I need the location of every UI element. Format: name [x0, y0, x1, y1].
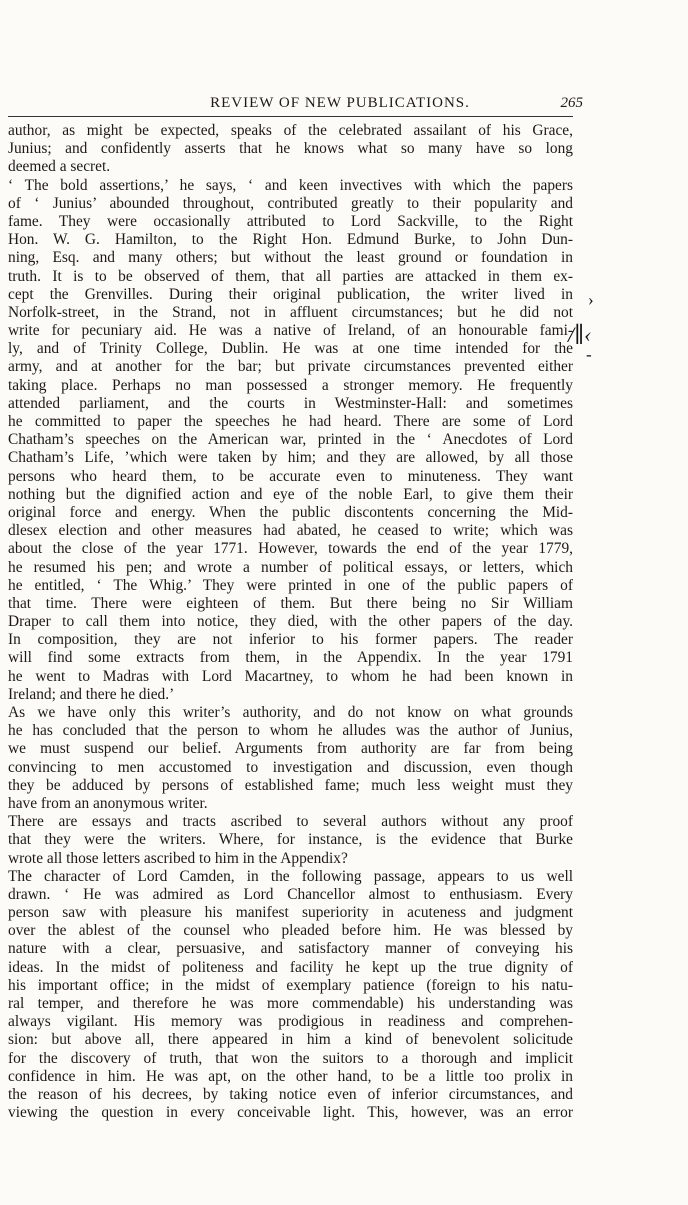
text-line: ral temper, and therefore he was more commendable) his understanding was: [8, 995, 573, 1012]
text-line: The character of Lord Camden, in the following passage, appears to us well: [8, 867, 573, 885]
text-line: Ireland; and there he died.’: [8, 685, 175, 703]
margin-annotation: -: [586, 345, 592, 364]
margin-annotation: /∥‹: [568, 322, 592, 347]
text-line: Norfolk-street, in the Strand, not in affluent circumstances; but he did not: [8, 303, 573, 321]
text-line: army, and at another for the bar; but private circumstances prevented either: [8, 358, 573, 376]
text-line: person saw with pleasure his manifest superiority in acuteness and judgment: [8, 904, 573, 922]
text-line: wrote all those letters ascribed to him in the Appendix?: [8, 849, 348, 867]
text-line: Chatham’s Life, ’which were taken by him; and they are allowed, by all those: [8, 449, 573, 467]
text-line: we must suspend our belief. Arguments from authority are far from being: [8, 740, 573, 758]
text-line: ly, and of Trinity College, Dublin. He was at one time intended for the: [8, 340, 573, 358]
text-line: have from an anonymous writer.: [8, 794, 208, 812]
text-line: Junius; and confidently asserts that he knows what so many have so long: [8, 140, 573, 158]
running-header-title: REVIEW OF NEW PUBLICATIONS.: [210, 95, 470, 111]
text-line: drawn. ‘ He was admired as Lord Chancellor almost to enthusiasm. Every: [8, 885, 573, 903]
text-line: that they were the writers. Where, for instance, is the evidence that Burke: [8, 831, 573, 849]
text-line: confidence in him. He was apt, on the other hand, to be a little too prolix in: [8, 1067, 573, 1085]
text-line: ideas. In the midst of politeness and facility he kept up the true dignity of: [8, 958, 573, 976]
text-line: that time. There were eighteen of them. But there being no Sir William: [8, 594, 573, 612]
text-line: nothing but the dignified action and eye of the noble Earl, to give them their: [8, 485, 573, 503]
text-line: ‘ The bold assertions,’ he says, ‘ and keen invectives with which the papers: [8, 176, 573, 194]
text-line: he has concluded that the person to whom he alludes was the author of Junius,: [8, 722, 573, 740]
text-line: persons who heard them, to be accurate even to minuteness. They want: [8, 467, 573, 485]
text-line: always vigilant. His memory was prodigious in readiness and comprehen-: [8, 1013, 573, 1031]
text-line: There are essays and tracts ascribed to several authors without any proof: [8, 813, 573, 831]
text-line: of ‘ Junius’ abounded throughout, contributed greatly to their popularity and: [8, 194, 573, 212]
text-line: viewing the question in every conceivable light. This, however, was an error: [8, 1104, 573, 1122]
text-line: Chatham’s speeches on the American war, printed in the ‘ Anecdotes of Lord: [8, 431, 573, 449]
text-line: he resumed his pen; and wrote a number of political essays, or letters, which: [8, 558, 573, 576]
text-line: Hon. W. G. Hamilton, to the Right Hon. Edmund Burke, to John Dun-: [8, 231, 573, 249]
text-line: his important office; in the midst of exemplary patience (foreign to his natu-: [8, 976, 573, 994]
text-line: dlesex election and other measures had abated, he ceased to write; which was: [8, 522, 573, 540]
text-line: nature with a clear, persuasive, and satisfactory manner of conveying his: [8, 940, 573, 958]
text-line: for the discovery of truth, that won the suitors to a thorough and implicit: [8, 1049, 573, 1067]
text-line: about the close of the year 1771. However, towards the end of the year 1779,: [8, 540, 573, 558]
header-rule: [8, 116, 573, 117]
text-line: the reason of his decrees, by taking notice even of inferior circumstances, and: [8, 1085, 573, 1103]
text-line: he committed to paper the speeches he had heard. There are some of Lord: [8, 413, 573, 430]
text-line: As we have only this writer’s authority, and do not know on what grounds: [8, 704, 573, 721]
text-line: original force and energy. When the public discontents concerning the Mid-: [8, 503, 573, 521]
text-line: taking place. Perhaps no man possessed a stronger memory. He frequently: [8, 376, 573, 394]
text-line: author, as might be expected, speaks of the celebrated assailant of his Grace,: [8, 122, 573, 139]
text-line: In composition, they are not inferior to his former papers. The reader: [8, 631, 573, 649]
margin-annotation: ›: [588, 290, 594, 309]
text-line: he went to Madras with Lord Macartney, to whom he had been known in: [8, 667, 573, 685]
text-line: they be adduced by persons of established fame; much less weight must they: [8, 776, 573, 794]
text-line: convincing to men accustomed to investigation and discussion, even though: [8, 758, 573, 776]
text-line: will find some extracts from them, in the Appendix. In the year 1791: [8, 649, 573, 667]
text-line: Draper to call them into notice, they died, with the other papers of the day.: [8, 613, 573, 631]
text-line: over the ablest of the counsel who pleaded before him. He was blessed by: [8, 922, 573, 940]
page-number: 265: [560, 95, 583, 111]
text-line: fame. They were occasionally attributed to Lord Sackville, to the Right: [8, 212, 573, 230]
text-line: attended parliament, and the courts in Westminster-Hall: and sometimes: [8, 394, 573, 412]
text-line: sion: but above all, there appeared in him a kind of benevolent solicitude: [8, 1031, 573, 1049]
text-line: truth. It is to be observed of them, that all parties are attacked in them ex-: [8, 267, 573, 285]
text-line: deemed a secret.: [8, 158, 111, 176]
body-text: [8, 122, 573, 1122]
text-line: ning, Esq. and many others; but without the least ground or foundation in: [8, 249, 573, 267]
text-line: cept the Grenvilles. During their original publication, the writer lived in: [8, 285, 573, 303]
text-line: he entitled, ‘ The Whig.’ They were printed in one of the public papers of: [8, 576, 573, 594]
text-line: write for pecuniary aid. He was a native of Ireland, of an honourable fami-: [8, 322, 573, 340]
